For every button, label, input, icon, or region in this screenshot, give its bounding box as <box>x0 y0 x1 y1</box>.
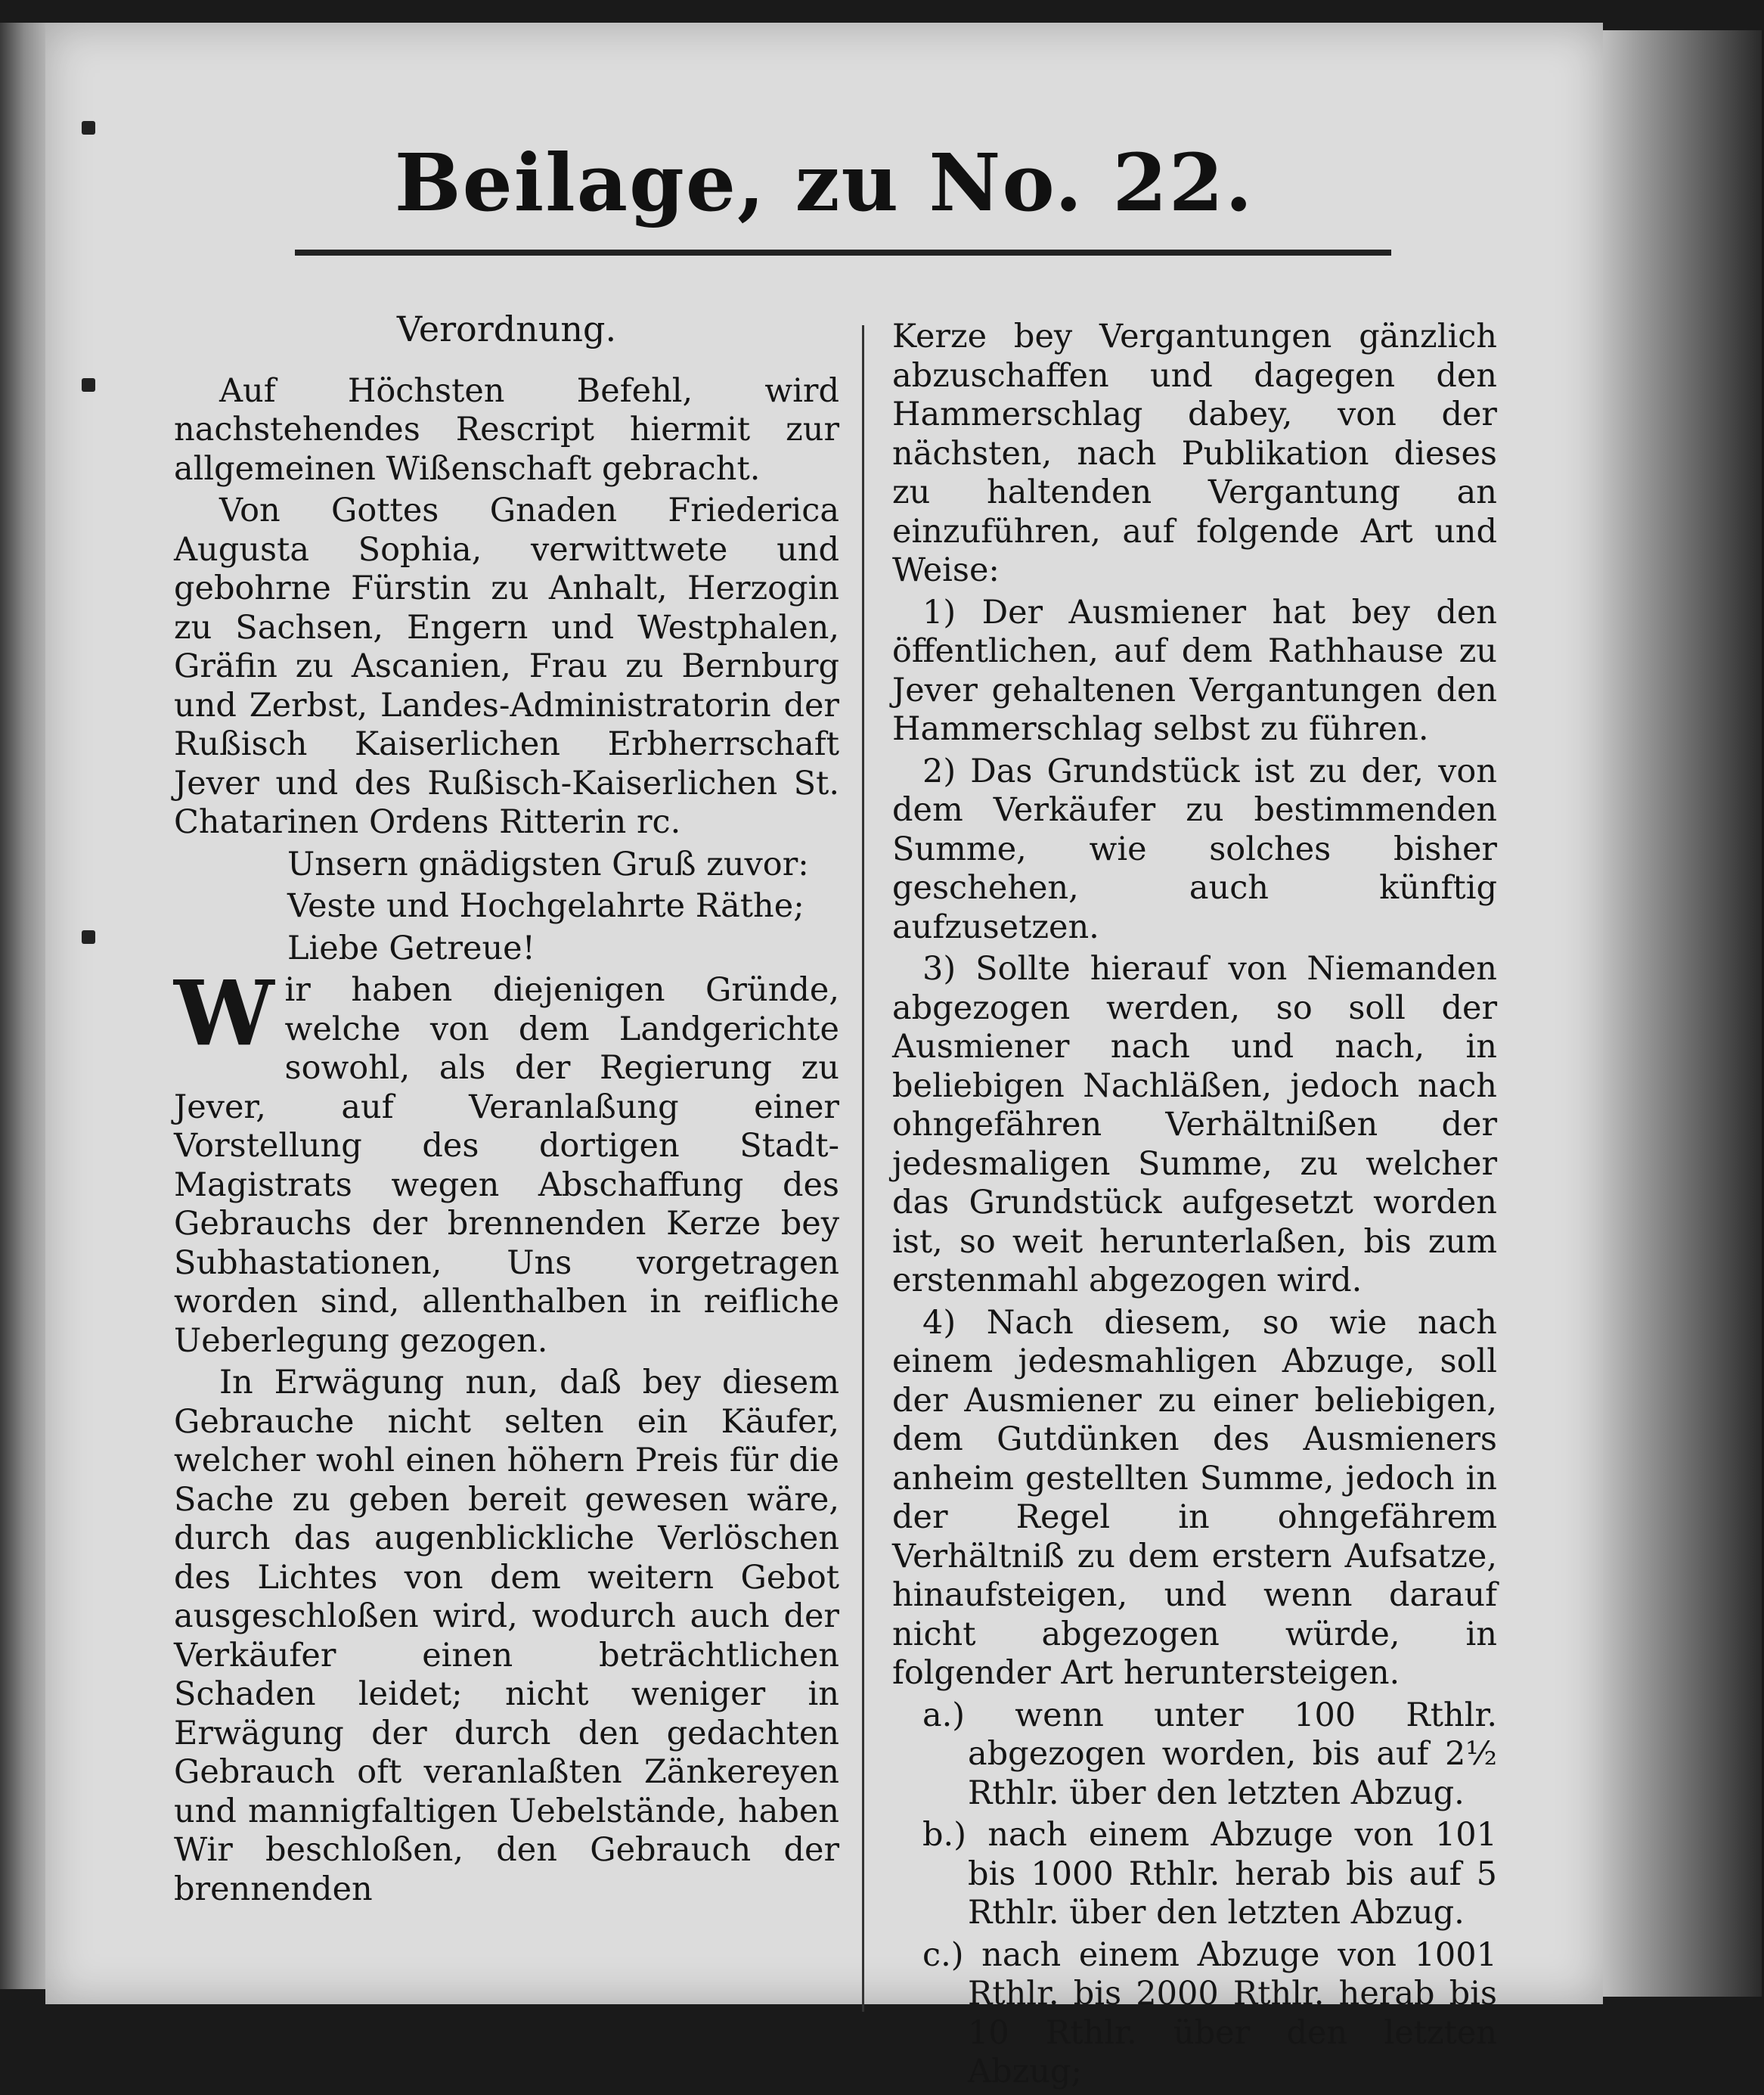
sub-list-item: a.) wenn unter 100 Rthlr. abgezogen worden, bis auf 2½ Rthlr. über den letzten Abzug. <box>922 1696 1497 1812</box>
right-column <box>892 318 1497 2095</box>
body-paragraph <box>174 961 839 1361</box>
list-item: 2) Das Grundstück ist zu der, von dem Verkäufer zu bestimmenden Summe, wie solches bisher geschehen, auch künftig aufzusetzen. <box>892 752 1497 946</box>
list-item: 4) Nach diesem, so wie nach einem jedesmahligen Abzuge, soll der Ausmiener zu einer beliebigen, dem Gutdünken des Ausmieners anheim gestellten Summe, jedoch in der Regel in ohngefährem Verhältniß zu dem erstern Aufsatze, hinaufsteigen, und wenn darauf nicht abgezogen würde, in folgender Art heruntersteigen. <box>892 1303 1497 1692</box>
page-stack-edge <box>1588 30 1762 1997</box>
intro-paragraph: Auf Höchsten Befehl, wird nachstehendes Rescript hiermit zur allgemeinen Wißenschaft gebracht. <box>174 371 839 488</box>
greeting-line: Unsern gnädigsten Gruß zuvor: <box>287 845 809 883</box>
body-paragraph: In Erwägung nun, daß bey diesem Gebrauche nicht selten ein Käufer, welcher wohl einen höhern Preis für die Sache zu geben bereit gewesen wäre, durch das augenblickliche Verlöschen des Lichtes von dem weitern Gebot ausgeschloßen wird, wodurch auch der Verkäufer einen beträchtlichen Schaden leidet; nicht weniger in Erwägung der durch den gedachten Gebrauch oft veranlaßten Zänkereyen und mannigfaltigen Uebelstände, haben Wir beschloßen, den Gebrauch der brennenden <box>174 1364 839 1908</box>
margin-mark <box>82 930 95 944</box>
header-rule <box>295 250 1391 256</box>
left-column <box>174 310 839 1912</box>
margin-mark <box>82 378 95 392</box>
body-paragraph-text: ir haben diejenigen Gründe, welche von dem Landgerichte sowohl, als der Regierung zu Jever, auf Veranlaßung einer Vorstellung des dortigen Stadt-Magistrats wegen Abschaffung des Gebrauchs der brennenden Kerze bey Subhastationen, Uns vorgetragen worden sind, allenthalben in reifliche Ueberlegung gezogen. <box>174 971 839 1360</box>
drop-cap: W <box>174 961 274 1066</box>
document-page <box>45 23 1603 2090</box>
titulature-paragraph: Von Gottes Gnaden Friederica Augusta Sophia, verwittwete und gebohrne Fürstin zu Anhalt, Herzogin zu Sachsen, Engern und Westphalen, Gräfin zu Ascanien, Frau zu Bernburg und Zerbst, Landes-Administratorin der Rußisch Kaiserlichen Erbherrschaft Jever und des Rußisch-Kaiserlichen St. Chatarinen Ordens Ritterin rc. <box>174 492 839 841</box>
list-item: 3) Sollte hierauf von Niemanden abgezogen werden, so soll der Ausmiener nach und nach, in beliebigen Nachläßen, jedoch nach ohngefähren Verhältnißen der jedesmaligen Summe, zu welcher das Grundstück aufgesetzt worden ist, so weit herunterlaßen, bis zum erstenmahl abgezogen wird. <box>892 950 1497 1299</box>
column-divider <box>862 325 864 2012</box>
margin-mark <box>82 121 95 135</box>
greeting-line: Veste und Hochgelahrte Räthe; <box>287 887 804 925</box>
greeting-line: Liebe Getreue! <box>287 929 535 967</box>
section-heading: Verordnung. <box>396 309 617 349</box>
list-item: 1) Der Ausmiener hat bey den öffentlichen, auf dem Rathhause zu Jever gehaltenen Vergantungen den Hammerschlag selbst zu führen. <box>892 593 1497 748</box>
page-title: Beilage, zu No. 22. <box>394 136 1254 229</box>
sub-list-item: b.) nach einem Abzuge von 101 bis 1000 Rthlr. herab bis auf 5 Rthlr. über den letzten Abzug. <box>922 1816 1497 1932</box>
sub-list-item: c.) nach einem Abzuge von 1001 Rthlr. bis 2000 Rthlr. herab bis 10 Rthlr. über den letzten Abzug; <box>922 1935 1497 2090</box>
continuation-paragraph: Kerze bey Vergantungen gänzlich abzuschaffen und dagegen den Hammerschlag dabey, von der nächsten, nach Publikation dieses zu haltenden Vergantung an einzuführen, auf folgende Art und Weise: <box>892 318 1497 589</box>
